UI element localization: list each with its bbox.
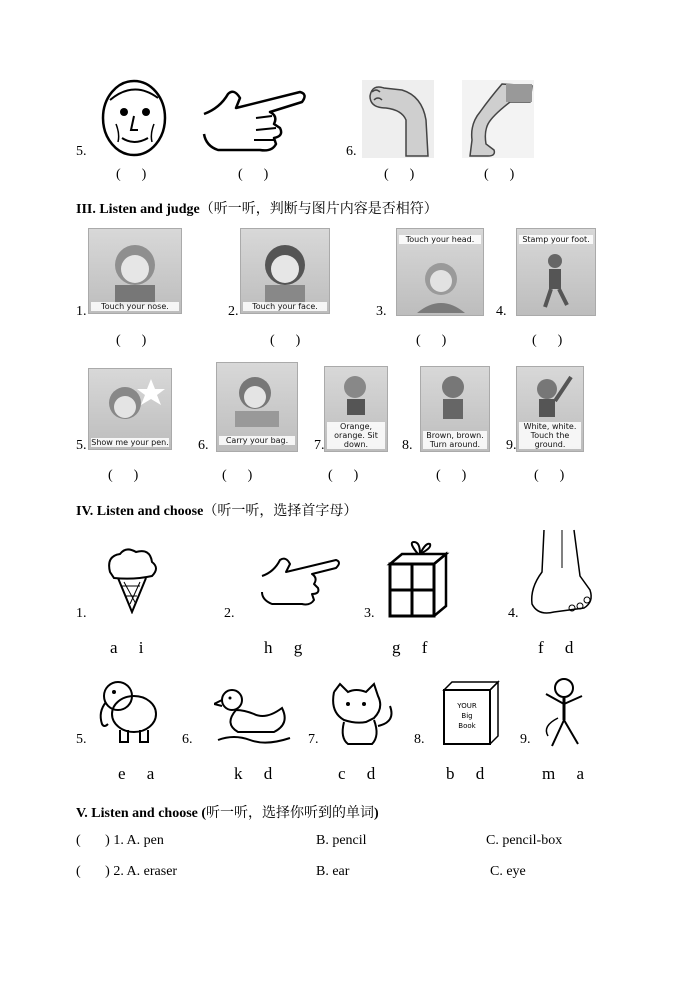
book-icon (438, 678, 502, 748)
photo-touch-head (396, 228, 484, 316)
leg-icon (462, 80, 534, 158)
face-icon (96, 76, 174, 158)
item-number: 8. (414, 732, 425, 747)
part3-heading-title: III. Listen and judge (76, 202, 200, 217)
item-number: 2. (224, 606, 235, 621)
letter-choices[interactable]: e a (118, 764, 155, 783)
option-c[interactable]: C. eye (490, 864, 526, 879)
letter-choices[interactable]: f d (538, 638, 574, 657)
photo-caption: Orange, orange. Sit down. (327, 422, 385, 449)
item-number: 9. (520, 732, 531, 747)
photo-caption: White, white. Touch the ground. (519, 422, 581, 449)
part5-heading-close: ) (374, 806, 379, 821)
question-stem[interactable]: ( ) 2. A. eraser (76, 864, 178, 879)
part4-heading-title: IV. Listen and choose (76, 504, 204, 519)
photo-caption: Show me your pen. (91, 438, 169, 447)
item-number: 4. (508, 606, 519, 621)
photo-touch-nose (88, 228, 182, 314)
photo-show-pen (88, 368, 172, 450)
part3-heading-note: （听一听，判断与图片内容是否相符） (199, 202, 438, 217)
photo-stamp-foot (516, 228, 596, 316)
elephant-icon (96, 672, 160, 746)
answer-paren[interactable]: ( ) (238, 167, 269, 182)
option-b[interactable]: B. pencil (316, 833, 367, 848)
item-number: 6. (182, 732, 193, 747)
answer-paren[interactable]: ( ) (534, 468, 565, 483)
part4-heading (76, 500, 357, 520)
item-number: 1. (76, 606, 87, 621)
item-number: 9. (506, 438, 517, 453)
question-stem[interactable]: ( ) 1. A. pen (76, 833, 164, 848)
photo-sit-down (324, 366, 388, 452)
item-number: 5. (76, 438, 87, 453)
ice-cream-icon (104, 546, 160, 614)
letter-choices[interactable]: b d (446, 764, 485, 783)
part4-heading-note: （听一听，选择首字母） (203, 504, 358, 519)
q6-number: 6. (346, 144, 357, 159)
letter-choices[interactable]: a i (110, 638, 144, 657)
pointing-hand-icon (200, 84, 308, 154)
letter-choices[interactable]: g f (392, 638, 428, 657)
photo-caption: Touch your face. (243, 302, 327, 311)
part5-heading-title: V. Listen and choose ( (76, 806, 207, 821)
part5-heading (76, 802, 379, 822)
item-number: 8. (402, 438, 413, 453)
hand-icon (258, 552, 342, 608)
item-number: 1. (76, 304, 87, 319)
answer-paren[interactable]: ( ) (384, 167, 415, 182)
answer-paren[interactable]: ( ) (328, 468, 359, 483)
item-number: 4. (496, 304, 507, 319)
svg-text:Book: Book (458, 722, 476, 730)
letter-choices[interactable]: h g (264, 638, 303, 657)
answer-paren[interactable]: ( ) (108, 468, 139, 483)
option-b[interactable]: B. ear (316, 864, 350, 879)
item-number: 3. (364, 606, 375, 621)
photo-caption: Carry your bag. (219, 436, 295, 445)
answer-paren[interactable]: ( ) (532, 333, 563, 348)
letter-choices[interactable]: c d (338, 764, 376, 783)
photo-caption: Touch your nose. (91, 302, 179, 311)
arm-icon (362, 80, 434, 158)
gift-icon (386, 540, 450, 620)
monkey-icon (538, 674, 588, 748)
answer-paren[interactable]: ( ) (222, 468, 253, 483)
answer-paren[interactable]: ( ) (116, 333, 147, 348)
answer-paren[interactable]: ( ) (436, 468, 467, 483)
letter-choices[interactable]: k d (234, 764, 273, 783)
item-number: 7. (314, 438, 325, 453)
duck-icon (214, 684, 294, 744)
photo-caption: Touch your head. (399, 235, 481, 244)
answer-paren[interactable]: ( ) (116, 167, 147, 182)
photo-caption: Stamp your foot. (519, 235, 593, 244)
item-number: 5. (76, 732, 87, 747)
item-number: 6. (198, 438, 209, 453)
item-number: 2. (228, 304, 239, 319)
answer-paren[interactable]: ( ) (416, 333, 447, 348)
part5-heading-note: 听一听，选择你听到的单词 (206, 806, 375, 821)
photo-caption: Brown, brown. Turn around. (423, 431, 487, 449)
item-number: 3. (376, 304, 387, 319)
q5-number: 5. (76, 144, 87, 159)
answer-paren[interactable]: ( ) (270, 333, 301, 348)
foot-icon (524, 528, 596, 618)
photo-touch-ground (516, 366, 584, 452)
answer-paren[interactable]: ( ) (484, 167, 515, 182)
photo-touch-face (240, 228, 330, 314)
cat-icon (326, 682, 398, 748)
part3-heading (76, 198, 438, 218)
item-number: 7. (308, 732, 319, 747)
letter-choices[interactable]: m a (542, 764, 585, 783)
svg-text:Big: Big (461, 712, 473, 720)
photo-turn-around (420, 366, 490, 452)
option-c[interactable]: C. pencil-box (486, 833, 563, 848)
svg-text:YOUR: YOUR (457, 702, 477, 710)
photo-carry-bag (216, 362, 298, 452)
